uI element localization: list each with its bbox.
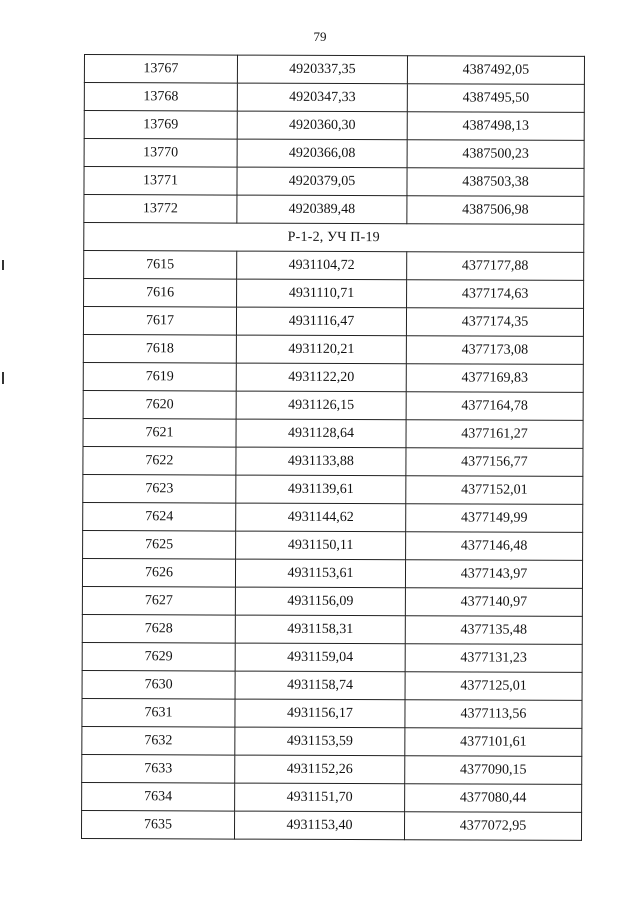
y-coordinate-cell: 4377131,23 <box>405 644 582 673</box>
page-number: 79 <box>313 29 327 44</box>
section-title: Р-1-2, УЧ П-19 <box>84 223 584 253</box>
x-coordinate-cell: 4931151,70 <box>235 783 405 812</box>
point-number-cell: 13771 <box>84 167 237 196</box>
x-coordinate-cell: 4931104,72 <box>237 251 407 280</box>
table-row <box>83 474 583 504</box>
x-coordinate-cell: 4931126,15 <box>236 391 406 420</box>
x-coordinate-cell: 4931153,61 <box>235 559 405 588</box>
point-number-cell: 7635 <box>81 810 234 839</box>
y-coordinate-cell: 4387503,38 <box>407 168 584 197</box>
table-row <box>84 55 584 85</box>
y-coordinate-cell: 4377177,88 <box>407 252 584 281</box>
y-coordinate-cell: 4387498,13 <box>407 112 584 141</box>
point-number-cell: 7631 <box>82 698 235 727</box>
x-coordinate-cell: 4931150,11 <box>236 531 406 560</box>
x-coordinate-cell: 4920379,05 <box>237 167 407 196</box>
point-number-cell: 13768 <box>84 83 237 112</box>
y-coordinate-cell: 4377125,01 <box>405 672 582 701</box>
y-coordinate-cell: 4377143,97 <box>405 560 582 589</box>
point-number-cell: 7615 <box>84 251 237 280</box>
y-coordinate-cell: 4377156,77 <box>406 448 583 477</box>
table-row <box>82 614 582 644</box>
x-coordinate-cell: 4931120,21 <box>236 335 406 364</box>
x-coordinate-cell: 4931128,64 <box>236 419 406 448</box>
table-row <box>82 586 582 616</box>
point-number-cell: 7625 <box>83 530 236 559</box>
table-row <box>84 139 584 169</box>
table-row <box>83 390 583 420</box>
y-coordinate-cell: 4377169,83 <box>406 364 583 393</box>
y-coordinate-cell: 4377101,61 <box>405 728 582 757</box>
x-coordinate-cell: 4920366,08 <box>237 139 407 168</box>
x-coordinate-cell: 4931122,20 <box>236 363 406 392</box>
scan-edge-mark <box>2 260 4 270</box>
point-number-cell: 13767 <box>84 55 237 84</box>
section-header-row <box>84 223 584 253</box>
x-coordinate-cell: 4931153,40 <box>234 811 404 840</box>
point-number-cell: 7628 <box>82 614 235 643</box>
table-row <box>83 362 583 392</box>
point-number-cell: 7618 <box>83 334 236 363</box>
table-section <box>84 223 584 253</box>
point-number-cell: 7616 <box>84 279 237 308</box>
table-row <box>82 726 582 756</box>
x-coordinate-cell: 4931158,31 <box>235 615 405 644</box>
table-row <box>84 83 584 113</box>
point-number-cell: 7620 <box>83 390 236 419</box>
y-coordinate-cell: 4377113,56 <box>405 700 582 729</box>
y-coordinate-cell: 4377140,97 <box>405 588 582 617</box>
table-row <box>84 111 584 141</box>
y-coordinate-cell: 4387495,50 <box>407 84 584 113</box>
x-coordinate-cell: 4931110,71 <box>237 279 407 308</box>
point-number-cell: 7634 <box>82 782 235 811</box>
point-number-cell: 7629 <box>82 642 235 671</box>
point-number-cell: 7621 <box>83 418 236 447</box>
table-row <box>82 670 582 700</box>
point-number-cell: 13770 <box>84 139 237 168</box>
x-coordinate-cell: 4931133,88 <box>236 447 406 476</box>
table-row <box>83 334 583 364</box>
y-coordinate-cell: 4377080,44 <box>405 784 582 813</box>
y-coordinate-cell: 4377173,08 <box>406 336 583 365</box>
y-coordinate-cell: 4377161,27 <box>406 420 583 449</box>
point-number-cell: 7619 <box>83 362 236 391</box>
table-row <box>81 810 581 840</box>
point-number-cell: 13772 <box>84 195 237 224</box>
table-row <box>84 251 584 281</box>
table-row <box>84 279 584 309</box>
table-body-group-b <box>81 251 583 841</box>
y-coordinate-cell: 4377135,48 <box>405 616 582 645</box>
table-row <box>84 167 584 197</box>
y-coordinate-cell: 4377146,48 <box>406 532 583 561</box>
y-coordinate-cell: 4377149,99 <box>406 504 583 533</box>
x-coordinate-cell: 4920360,30 <box>237 111 407 140</box>
x-coordinate-cell: 4931116,47 <box>236 307 406 336</box>
table-row <box>82 782 582 812</box>
table-row <box>83 530 583 560</box>
x-coordinate-cell: 4920347,33 <box>237 83 407 112</box>
table-row <box>82 558 582 588</box>
x-coordinate-cell: 4920337,35 <box>237 55 407 84</box>
point-number-cell: 7633 <box>82 754 235 783</box>
scan-edge-mark <box>2 372 4 384</box>
table-row <box>84 195 584 225</box>
y-coordinate-cell: 4377164,78 <box>406 392 583 421</box>
x-coordinate-cell: 4931158,74 <box>235 671 405 700</box>
point-number-cell: 7622 <box>83 446 236 475</box>
y-coordinate-cell: 4377072,95 <box>404 812 581 841</box>
x-coordinate-cell: 4931152,26 <box>235 755 405 784</box>
table-row <box>83 418 583 448</box>
table-row <box>82 698 582 728</box>
y-coordinate-cell: 4377174,35 <box>406 308 583 337</box>
coordinates-table <box>81 54 585 841</box>
y-coordinate-cell: 4377090,15 <box>405 756 582 785</box>
table-body-group-a <box>84 55 585 225</box>
table-row <box>83 307 583 337</box>
y-coordinate-cell: 4377152,01 <box>406 476 583 505</box>
point-number-cell: 7632 <box>82 726 235 755</box>
x-coordinate-cell: 4931144,62 <box>236 503 406 532</box>
point-number-cell: 7623 <box>83 474 236 503</box>
point-number-cell: 7624 <box>83 502 236 531</box>
x-coordinate-cell: 4931156,09 <box>235 587 405 616</box>
point-number-cell: 13769 <box>84 111 237 140</box>
y-coordinate-cell: 4387492,05 <box>407 56 584 85</box>
y-coordinate-cell: 4387500,23 <box>407 140 584 169</box>
x-coordinate-cell: 4931153,59 <box>235 727 405 756</box>
table-row <box>82 642 582 672</box>
point-number-cell: 7627 <box>82 586 235 615</box>
x-coordinate-cell: 4920389,48 <box>237 195 407 224</box>
y-coordinate-cell: 4377174,63 <box>407 280 584 309</box>
y-coordinate-cell: 4387506,98 <box>407 196 584 225</box>
point-number-cell: 7617 <box>83 307 236 336</box>
point-number-cell: 7630 <box>82 670 235 699</box>
table-row <box>83 446 583 476</box>
x-coordinate-cell: 4931156,17 <box>235 699 405 728</box>
x-coordinate-cell: 4931159,04 <box>235 643 405 672</box>
table-row <box>82 754 582 784</box>
x-coordinate-cell: 4931139,61 <box>236 475 406 504</box>
point-number-cell: 7626 <box>82 558 235 587</box>
table-row <box>83 502 583 532</box>
